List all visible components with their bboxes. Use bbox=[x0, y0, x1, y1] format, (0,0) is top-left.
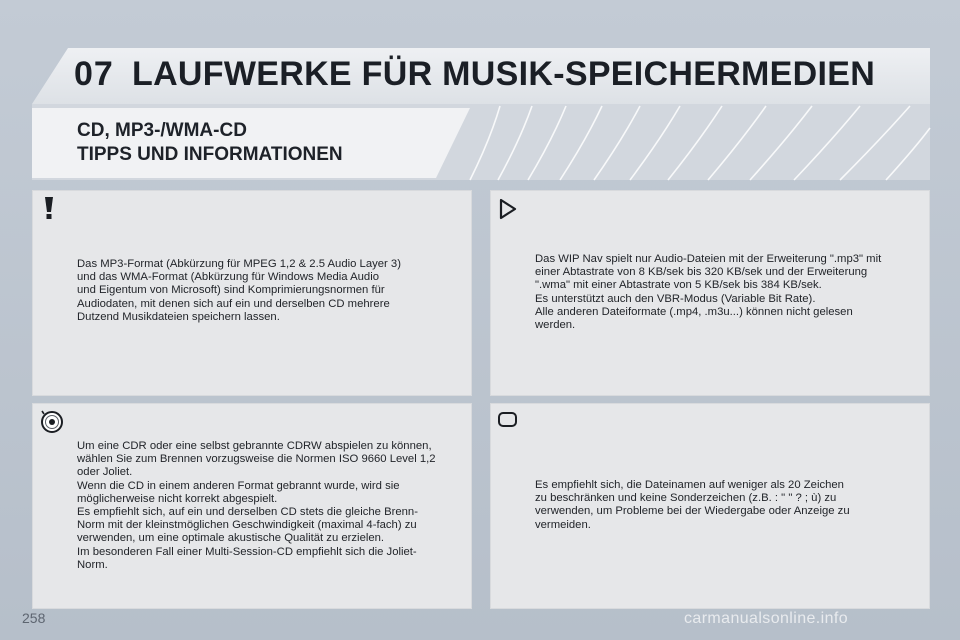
info-text: Um eine CDR oder eine selbst gebrannte CDRW abspielen zu können, wählen Sie zum Brennen vorzugsweise die Normen ISO 9660 Level 1,2 oder Joliet. Wenn die CD in einem anderen Format gebrannt wurde, wird sie möglicherweise nicht korrekt abgespielt. Es empfiehlt sich, auf ein und derselben CD stets die gleiche Brenn- Norm mit der kleinstmöglichen Geschwindigkeit (maximal 4-fach) zu verwenden, um eine optimale akustische Qualität zu erzielen. Im besonderen Fall einer Multi-Session-CD empfiehlt sich die Joliet- Norm. bbox=[77, 440, 436, 571]
info-text: Es empfiehlt sich, die Dateinamen auf weniger als 20 Zeichen zu beschränken und keine Sonderzeichen (z.B. : " " ? ; ù) zu verwenden, um Probleme bei der Wiedergabe oder Anzeige zu vermeiden. bbox=[535, 479, 850, 531]
watermark: carmanualsonline.info bbox=[684, 610, 849, 627]
info-box-cd-burning bbox=[32, 403, 472, 609]
section-subtitle: CD, MP3-/WMA-CD bbox=[77, 120, 247, 141]
info-text: Das WIP Nav spielt nur Audio-Dateien mit der Erweiterung ".mp3" mit einer Abtastrate von 8 KB/sek bis 320 KB/sek und der Erweiterung ".wma" mit einer Abtastrate von 5 KB/sek bis 384 KB/sek. Es unterstützt auch den VBR-Modus (Variable Bit Rate). Alle anderen Dateiformate (.mp4, .m3u...) können nicht gelesen werden. bbox=[535, 253, 882, 332]
info-box-supported-files bbox=[490, 190, 930, 396]
chapter-number: 07 bbox=[74, 55, 114, 93]
exclamation-icon bbox=[42, 196, 56, 220]
chapter-title: LAUFWERKE FÜR MUSIK-SPEICHERMEDIEN bbox=[132, 55, 876, 93]
disc-icon bbox=[40, 410, 64, 434]
play-icon bbox=[498, 198, 518, 220]
info-text: Das MP3-Format (Abkürzung für MPEG 1,2 & 2.5 Audio Layer 3) und das WMA-Format (Abkürzung für Windows Media Audio und Eigentum von Microsoft) sind Komprimierungsnormen für Audiodaten, mit denen sich auf ein und derselben CD mehrere Dutzend Musikdateien speichern lassen. bbox=[77, 258, 401, 323]
info-box-mp3-format bbox=[32, 190, 472, 396]
info-box-file-names bbox=[490, 403, 930, 609]
section-heading: TIPPS UND INFORMATIONEN bbox=[77, 144, 343, 165]
tip-icon bbox=[497, 410, 519, 430]
page-number: 258 bbox=[22, 610, 46, 626]
